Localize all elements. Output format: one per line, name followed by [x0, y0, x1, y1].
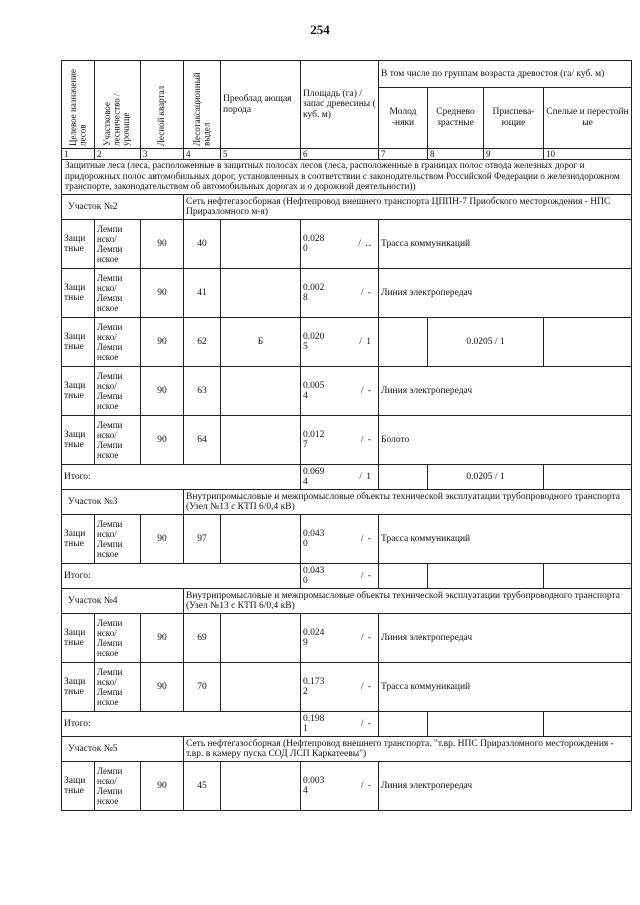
dominant-cell [221, 269, 301, 318]
table-row [62, 416, 632, 465]
allotment-cell: 41 [184, 269, 221, 318]
volume-value: / - [360, 533, 372, 544]
area-cell [301, 269, 379, 318]
header-forestry: Участковое лесничество / урочище [95, 61, 141, 149]
col-number: 9 [484, 149, 544, 160]
section-title: Внутрипромысловые и межпромысловые объекты технической эксплуатации трубопроводного транспорта (Узел №13 с КТП 6/0,4 кВ) [184, 589, 632, 614]
allotment-cell: 63 [184, 367, 221, 416]
volume-value: / - [360, 681, 372, 692]
note-cell: Трасса коммуникаций [379, 220, 632, 269]
col-number: 3 [141, 149, 184, 160]
quarter-cell: 90 [141, 416, 184, 465]
forestry-cell: Лемпи нско/ Лемпи нское [95, 614, 141, 663]
header-dominant: Преоблад ающая порода [221, 61, 301, 149]
note-cell: Болото [379, 416, 632, 465]
dominant-cell [221, 220, 301, 269]
col-number: 6 [301, 149, 379, 160]
total-area-value: 0.198 1 [303, 713, 325, 735]
area-cell [301, 762, 379, 811]
area-cell [301, 367, 379, 416]
table-row [62, 318, 632, 367]
total-label: Итого: [62, 465, 301, 490]
total-volume-value: / - [360, 718, 372, 729]
total-area-wrap [303, 566, 376, 587]
area-wrap [303, 776, 376, 797]
table-row [62, 515, 632, 564]
total-label: Итого: [62, 712, 301, 737]
forest-table-wrapper [61, 60, 631, 811]
col-number: 1 [62, 149, 95, 160]
area-value: 0.043 0 [303, 528, 325, 550]
total-row [62, 465, 632, 490]
protective-note: Защитные леса (леса, расположенные в защитных полосах лесов (леса, расположенные в границах полос отвода железных дорог и придорожных полос автомобильных дорог, установленных в соответствии с законодательством Российской Федерации о железнодорожном транспорте, законодательством об автомобильных дорогах и о дорожной деятельности)) [62, 160, 632, 195]
header-area: Площадь (га) / запас древесины ( куб. м) [301, 61, 379, 149]
col-number: 2 [95, 149, 141, 160]
forestry-cell: Лемпи нско/ Лемпи нское [95, 515, 141, 564]
mature-cell [544, 318, 632, 367]
table-row [62, 614, 632, 663]
note-cell: Линия электропередач [379, 269, 632, 318]
area-value: 0.012 7 [303, 429, 325, 451]
total-area-value: 0.069 4 [303, 466, 325, 488]
area-cell [301, 515, 379, 564]
total-middle-cell [428, 712, 544, 737]
allotment-cell: 45 [184, 762, 221, 811]
dominant-cell [221, 367, 301, 416]
purpose-cell: Защи тные [62, 762, 95, 811]
quarter-cell: 90 [141, 515, 184, 564]
quarter-cell: 90 [141, 614, 184, 663]
table-row [62, 367, 632, 416]
total-area-cell [301, 564, 379, 589]
col-number: 8 [428, 149, 484, 160]
dominant-cell [221, 663, 301, 712]
header-maturing: Приспева- ющие [484, 88, 544, 149]
header-purpose: Целевое назначение лесов [62, 61, 95, 149]
middle-cell: 0.0205 / 1 [428, 318, 544, 367]
header-age-groups: В том числе по группам возраста древостоя (га/ куб. м) [379, 61, 632, 88]
area-wrap [303, 283, 376, 304]
dominant-cell [221, 614, 301, 663]
purpose-cell: Защи тные [62, 318, 95, 367]
dominant-cell [221, 416, 301, 465]
dominant-cell [221, 762, 301, 811]
dominant-cell: Б [221, 318, 301, 367]
purpose-cell: Защи тные [62, 663, 95, 712]
table-row [62, 220, 632, 269]
area-cell [301, 220, 379, 269]
allotment-cell: 69 [184, 614, 221, 663]
allotment-cell: 97 [184, 515, 221, 564]
area-value: 0.003 4 [303, 775, 325, 797]
note-cell: Линия электропередач [379, 367, 632, 416]
forestry-cell: Лемпи нско/ Лемпи нское [95, 663, 141, 712]
col-number: 7 [379, 149, 428, 160]
total-mature-cell [544, 465, 632, 490]
purpose-cell: Защи тные [62, 269, 95, 318]
area-wrap [303, 234, 376, 255]
quarter-cell: 90 [141, 367, 184, 416]
allotment-cell: 62 [184, 318, 221, 367]
area-cell [301, 614, 379, 663]
section-header-row [62, 490, 632, 515]
total-area-cell [301, 712, 379, 737]
allotment-cell: 64 [184, 416, 221, 465]
note-cell: Трасса коммуникаций [379, 663, 632, 712]
area-wrap [303, 430, 376, 451]
quarter-cell: 90 [141, 762, 184, 811]
purpose-cell: Защи тные [62, 515, 95, 564]
volume-value: / 1 [359, 336, 372, 347]
total-young-cell [379, 564, 428, 589]
forestry-cell: Лемпи нско/ Лемпи нское [95, 220, 141, 269]
young-cell [379, 318, 428, 367]
area-value: 0.005 4 [303, 380, 325, 402]
total-area-cell [301, 465, 379, 490]
purpose-cell: Защи тные [62, 220, 95, 269]
allotment-cell: 40 [184, 220, 221, 269]
forestry-cell: Лемпи нско/ Лемпи нское [95, 416, 141, 465]
forestry-cell: Лемпи нско/ Лемпи нское [95, 318, 141, 367]
column-number-row [62, 149, 632, 160]
section-header-row [62, 737, 632, 762]
section-header-row [62, 589, 632, 614]
quarter-cell: 90 [141, 318, 184, 367]
header-quarter: Лесной квартал [141, 61, 184, 149]
purpose-cell: Защи тные [62, 614, 95, 663]
total-mature-cell [544, 564, 632, 589]
section-label: Участок №3 [62, 490, 184, 515]
quarter-cell: 90 [141, 220, 184, 269]
total-row [62, 564, 632, 589]
area-cell [301, 318, 379, 367]
col-number: 5 [221, 149, 301, 160]
total-middle-cell: 0.0205 / 1 [428, 465, 544, 490]
allotment-cell: 70 [184, 663, 221, 712]
header-mature: Спелые и перестойн ые [544, 88, 632, 149]
note-cell: Линия электропередач [379, 614, 632, 663]
table-row [62, 663, 632, 712]
total-area-wrap [303, 467, 376, 488]
volume-value: / - [360, 632, 372, 643]
volume-value: / - [360, 780, 372, 791]
section-title: Сеть нефтегазосборная (Нефтепровод внешнего транспорта ЦППН-7 Приобского месторождения - НПС Приразломного м-я) [184, 195, 632, 220]
col-number: 10 [544, 149, 632, 160]
purpose-cell: Защи тные [62, 367, 95, 416]
total-area-value: 0.043 0 [303, 565, 325, 587]
area-cell [301, 663, 379, 712]
total-row [62, 712, 632, 737]
area-value: 0.028 0 [303, 233, 325, 255]
volume-value: / - [360, 287, 372, 298]
quarter-cell: 90 [141, 269, 184, 318]
header-middle: Среднево зрастные [428, 88, 484, 149]
area-wrap [303, 381, 376, 402]
header-allotment: Лесотаксационный выдел [184, 61, 221, 149]
area-wrap [303, 529, 376, 550]
page-number: 254 [310, 22, 330, 37]
purpose-cell: Защи тные [62, 416, 95, 465]
forestry-cell: Лемпи нско/ Лемпи нское [95, 269, 141, 318]
total-volume-value: / - [360, 570, 372, 581]
protective-note-row [62, 160, 632, 195]
section-label: Участок №4 [62, 589, 184, 614]
header-young: Молод -няки [379, 88, 428, 149]
section-label: Участок №5 [62, 737, 184, 762]
dominant-cell [221, 515, 301, 564]
total-middle-cell [428, 564, 544, 589]
area-wrap [303, 332, 376, 353]
area-cell [301, 416, 379, 465]
note-cell: Линия электропередач [379, 762, 632, 811]
total-young-cell [379, 465, 428, 490]
total-young-cell [379, 712, 428, 737]
header-row-1 [62, 61, 632, 88]
table-row [62, 762, 632, 811]
section-title: Внутрипромысловые и межпромысловые объекты технической эксплуатации трубопроводного транспорта (Узел №13 с КТП 6/0,4 кВ) [184, 490, 632, 515]
note-cell: Трасса коммуникаций [379, 515, 632, 564]
total-area-wrap [303, 714, 376, 735]
section-label: Участок №2 [62, 195, 184, 220]
section-title: Сеть нефтегазосборная (Нефтепровод внешнего транспорта. "т.вр. НПС Приразломного месторождения - т.вр. в камеру пуска СОД ЛСП Каркатеевы") [184, 737, 632, 762]
volume-value: / .. [358, 238, 372, 249]
forest-table [61, 60, 632, 811]
area-value: 0.002 8 [303, 282, 325, 304]
forestry-cell: Лемпи нско/ Лемпи нское [95, 367, 141, 416]
area-wrap [303, 677, 376, 698]
area-value: 0.020 5 [303, 331, 325, 353]
area-wrap [303, 628, 376, 649]
forestry-cell: Лемпи нско/ Лемпи нское [95, 762, 141, 811]
section-header-row [62, 195, 632, 220]
col-number: 4 [184, 149, 221, 160]
area-value: 0.024 9 [303, 627, 325, 649]
total-volume-value: / 1 [359, 471, 372, 482]
total-mature-cell [544, 712, 632, 737]
area-value: 0.173 2 [303, 676, 325, 698]
volume-value: / - [360, 434, 372, 445]
table-row [62, 269, 632, 318]
quarter-cell: 90 [141, 663, 184, 712]
total-label: Итого: [62, 564, 301, 589]
volume-value: / - [360, 385, 372, 396]
